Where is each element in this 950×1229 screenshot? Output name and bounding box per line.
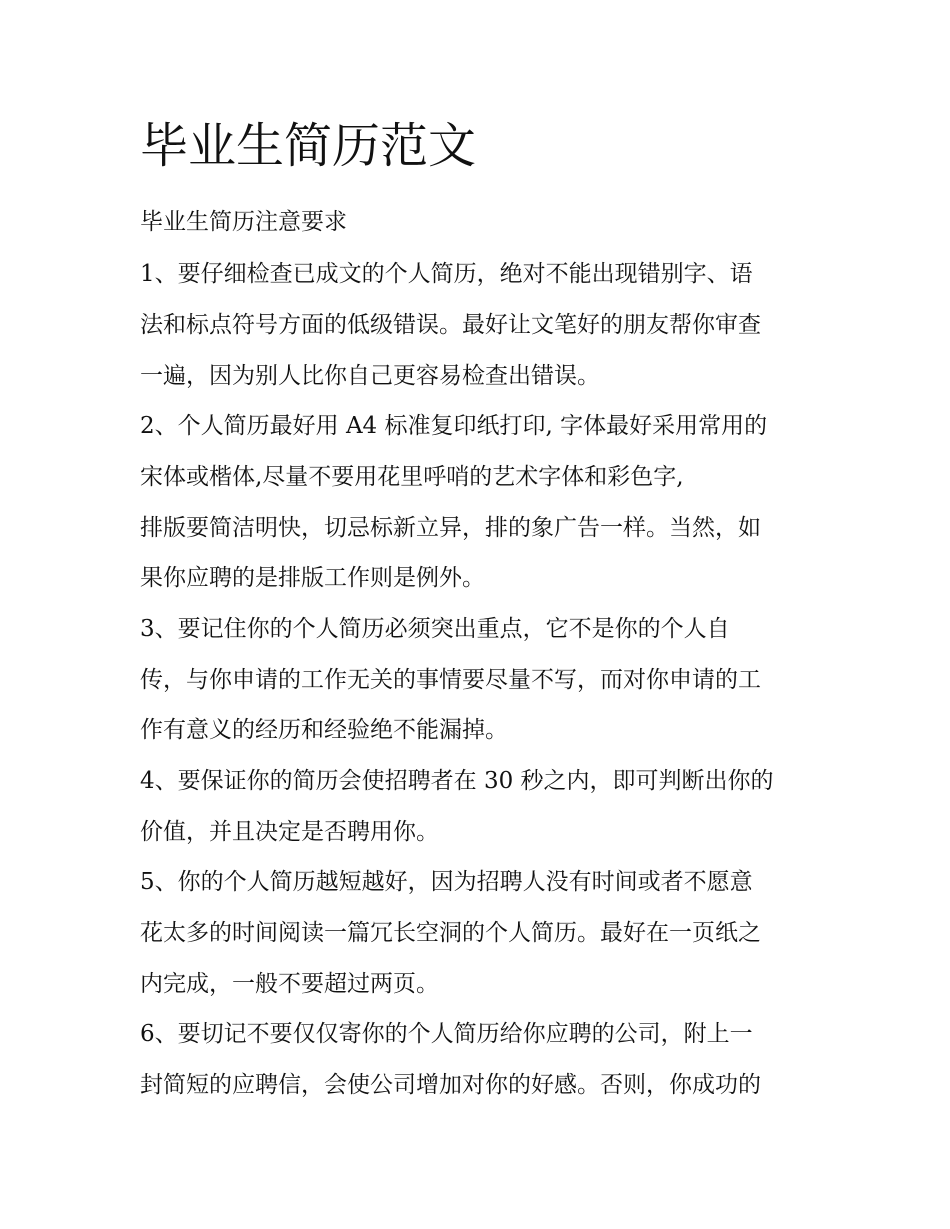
text-line: 价值，并且决定是否聘用你。	[140, 819, 439, 845]
text-line: 果你应聘的是排版工作则是例外。	[140, 565, 485, 591]
text-line: 6、要切记不要仅仅寄你的个人简历给你应聘的公司，附上一	[140, 1021, 753, 1047]
text-line: 花太多的时间阅读一篇冗长空洞的个人简历。最好在一页纸之	[140, 920, 761, 946]
text-line: 传，与你申请的工作无关的事情要尽量不写，而对你申请的工	[140, 667, 761, 693]
text-line: 一遍，因为别人比你自己更容易检查出错误。	[140, 363, 600, 389]
text-line: 封简短的应聘信，会使公司增加对你的好感。否则，你成功的	[140, 1072, 761, 1098]
section-heading: 毕业生简历注意要求	[140, 209, 347, 235]
text-line: 5、你的个人简历越短越好，因为招聘人没有时间或者不愿意	[140, 869, 753, 895]
text-line: 宋体或楷体,尽量不要用花里呼哨的艺术字体和彩色字,	[140, 464, 684, 490]
document-title: 毕业生简历范文	[140, 118, 477, 174]
text-line: 作有意义的经历和经验绝不能漏掉。	[140, 717, 508, 743]
text-line: 排版要简洁明快，切忌标新立异，排的象广告一样。当然，如	[140, 515, 761, 541]
text-line: 法和标点符号方面的低级错误。最好让文笔好的朋友帮你审查	[140, 312, 761, 338]
text-line: 1、要仔细检查已成文的个人简历，绝对不能出现错别字、语	[140, 261, 753, 287]
text-line: 2、个人简历最好用 A4 标准复印纸打印, 字体最好采用常用的	[140, 413, 768, 439]
text-line: 内完成，一般不要超过两页。	[140, 971, 439, 997]
text-line: 4、要保证你的简历会使招聘者在 30 秒之内，即可判断出你的	[140, 768, 774, 794]
text-line: 3、要记住你的个人简历必须突出重点，它不是你的个人自	[140, 616, 730, 642]
